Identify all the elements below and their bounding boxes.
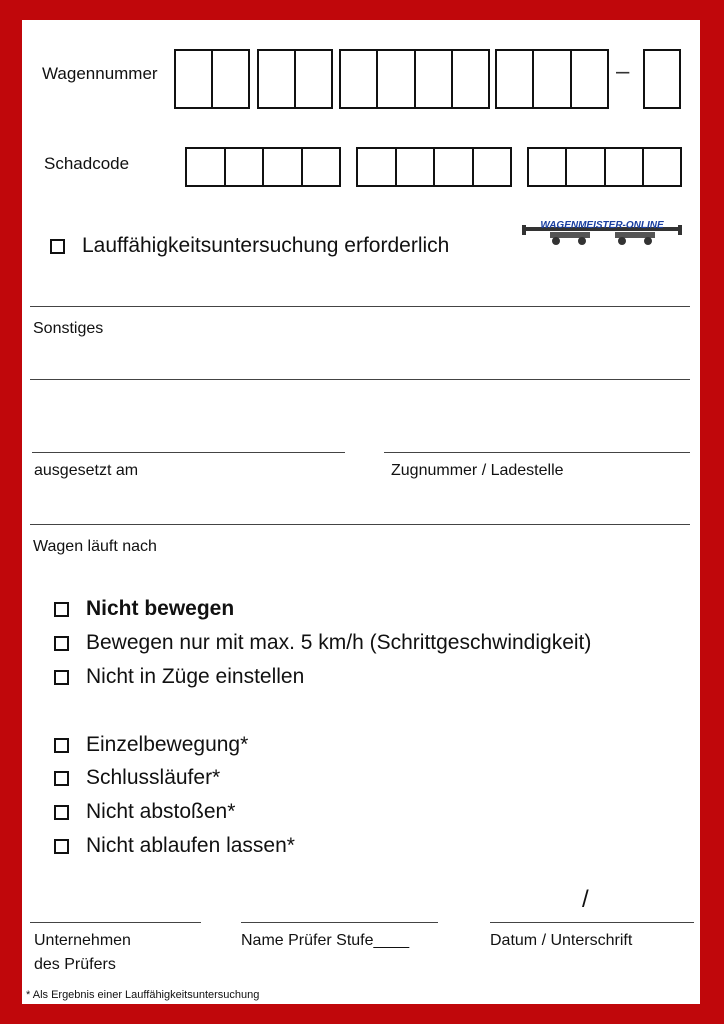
checkbox[interactable] bbox=[54, 771, 69, 786]
sonstiges-line[interactable] bbox=[30, 379, 690, 380]
date-slash: / bbox=[582, 886, 589, 913]
checkbox[interactable] bbox=[54, 738, 69, 753]
footnote: * Als Ergebnis einer Lauffähigkeitsuntersuchung bbox=[26, 989, 260, 1001]
option-nicht-in-zuege[interactable] bbox=[54, 665, 304, 689]
checkbox[interactable] bbox=[54, 670, 69, 685]
ausgesetzt-label: ausgesetzt am bbox=[34, 462, 139, 479]
wagenmeister-logo bbox=[520, 218, 684, 246]
divider-2 bbox=[30, 524, 690, 525]
checkbox[interactable] bbox=[54, 602, 69, 617]
schadcode-group-2[interactable] bbox=[356, 147, 512, 187]
schadcode-label: Schadcode bbox=[44, 154, 130, 173]
option-label: Schlussläufer* bbox=[86, 766, 221, 789]
datum-line[interactable] bbox=[490, 922, 694, 923]
lauffaehigkeit-label: Lauffähigkeitsuntersuchung erforderlich bbox=[82, 234, 450, 257]
option-bewegen-5kmh[interactable] bbox=[54, 631, 591, 655]
option-label: Nicht bewegen bbox=[86, 597, 235, 620]
unternehmen-label bbox=[34, 929, 131, 977]
datum-label: Datum / Unterschrift bbox=[490, 932, 633, 949]
wagennummer-separator: – bbox=[616, 58, 630, 85]
wagennummer-group-2[interactable] bbox=[257, 49, 333, 109]
lauffaehigkeit-checkbox[interactable] bbox=[50, 239, 65, 254]
wagennummer-group-1[interactable] bbox=[174, 49, 250, 109]
unternehmen-line[interactable] bbox=[30, 922, 201, 923]
wagen-laeuft-label: Wagen läuft nach bbox=[33, 538, 157, 555]
divider-1 bbox=[30, 306, 690, 307]
option-label: Nicht ablaufen lassen* bbox=[86, 834, 295, 857]
checkbox[interactable] bbox=[54, 805, 69, 820]
option-schlusslaeufer[interactable] bbox=[54, 766, 220, 790]
name-pruefer-line[interactable] bbox=[241, 922, 438, 923]
zugnummer-label: Zugnummer / Ladestelle bbox=[391, 462, 564, 479]
option-label: Einzelbewegung* bbox=[86, 733, 249, 756]
schadcode-group-3[interactable] bbox=[527, 147, 682, 187]
lauffaehigkeit-option[interactable] bbox=[50, 234, 449, 258]
ausgesetzt-line[interactable] bbox=[32, 452, 345, 453]
name-pruefer-label: Name Prüfer Stufe____ bbox=[241, 932, 410, 949]
option-nicht-ablaufen[interactable] bbox=[54, 834, 295, 858]
unternehmen-line1: Unternehmen bbox=[34, 932, 131, 949]
wagennummer-check-digit[interactable] bbox=[643, 49, 681, 109]
wagennummer-label: Wagennummer bbox=[42, 64, 158, 83]
sonstiges-label: Sonstiges bbox=[33, 320, 104, 337]
schadcode-group-1[interactable] bbox=[185, 147, 341, 187]
unternehmen-line2: des Prüfers bbox=[34, 956, 116, 973]
option-einzelbewegung[interactable] bbox=[54, 733, 248, 757]
option-nicht-abstossen[interactable] bbox=[54, 800, 235, 824]
zugnummer-line[interactable] bbox=[384, 452, 690, 453]
checkbox[interactable] bbox=[54, 839, 69, 854]
option-label: Nicht abstoßen* bbox=[86, 800, 236, 823]
wagennummer-group-4[interactable] bbox=[495, 49, 609, 109]
damage-tag-card bbox=[22, 20, 700, 1004]
wagennummer-group-3[interactable] bbox=[339, 49, 490, 109]
checkbox[interactable] bbox=[54, 636, 69, 651]
logo-text: WAGENMEISTER-ONLINE bbox=[540, 220, 664, 231]
option-label: Bewegen nur mit max. 5 km/h (Schrittgeschwindigkeit) bbox=[86, 631, 592, 654]
option-nicht-bewegen[interactable] bbox=[54, 597, 234, 621]
option-label: Nicht in Züge einstellen bbox=[86, 665, 305, 688]
